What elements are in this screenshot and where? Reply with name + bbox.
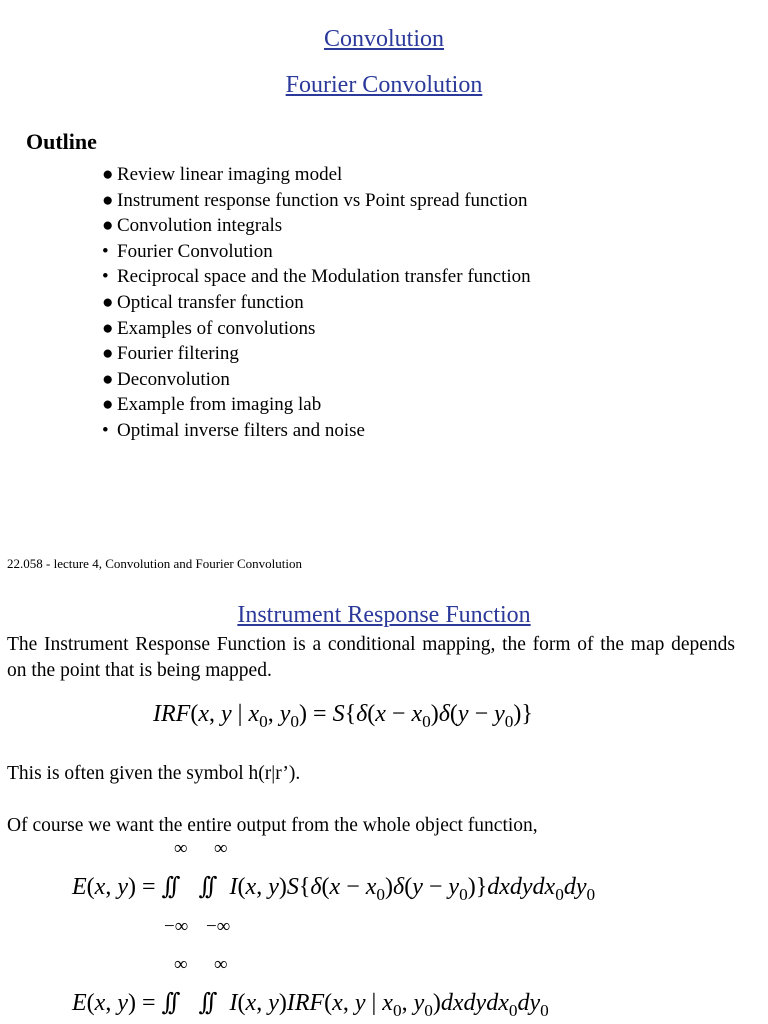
list-item bbox=[102, 239, 531, 265]
list-item-text: Reciprocal space and the Modulation transfer function bbox=[117, 266, 531, 288]
paragraph-irf-definition: The Instrument Response Function is a conditional mapping, the form of the map depends on the point that is being mapped. bbox=[7, 634, 735, 681]
bullet-icon: ● bbox=[102, 317, 114, 339]
list-item bbox=[102, 418, 531, 444]
bullet-icon: ● bbox=[102, 394, 114, 416]
bullet-icon: ● bbox=[102, 291, 114, 313]
list-item bbox=[102, 188, 531, 214]
list-item bbox=[102, 367, 531, 393]
bullet-icon: ● bbox=[102, 215, 114, 237]
outline-list bbox=[102, 162, 531, 444]
list-item-text: Review linear imaging model bbox=[117, 164, 343, 185]
list-item-text: Example from imaging lab bbox=[117, 394, 322, 416]
list-item-text: Optical transfer function bbox=[117, 291, 304, 313]
list-item bbox=[102, 316, 531, 342]
list-item bbox=[102, 213, 531, 239]
upper-limit-2: ∞ bbox=[214, 838, 228, 859]
equation-convolution-s: E(x, y) = ∫∫ ∫∫ I(x, $y)S\{\delta(x - x_0)\delta(y$ − $y_0)\}dxdydx_0dy_0$ bbox=[72, 872, 596, 905]
paragraph-whole-output: Of course we want the entire output from the whole object function, bbox=[7, 815, 538, 836]
list-item bbox=[102, 264, 531, 290]
list-item bbox=[102, 392, 531, 418]
bullet-icon: ● bbox=[102, 343, 114, 365]
list-item-text: Instrument response function vs Point spread function bbox=[117, 189, 528, 211]
upper-limit-4: ∞ bbox=[214, 954, 228, 975]
bullet-icon: ● bbox=[102, 368, 114, 390]
bullet-icon: • bbox=[102, 266, 109, 288]
list-item bbox=[102, 290, 531, 316]
lower-limit-2: −∞ bbox=[206, 916, 231, 937]
bullet-icon: • bbox=[102, 240, 109, 262]
list-item-text: Convolution integrals bbox=[117, 215, 283, 237]
outline-heading: Outline bbox=[26, 129, 97, 154]
list-item-text: Fourier Convolution bbox=[117, 240, 273, 262]
list-item bbox=[102, 162, 531, 188]
bullet-icon: ● bbox=[102, 164, 114, 185]
bullet-icon: ● bbox=[102, 189, 114, 211]
list-item-text: Fourier filtering bbox=[117, 343, 239, 365]
list-item bbox=[102, 341, 531, 367]
double-integral-icon: ∫∫ bbox=[198, 988, 212, 1016]
list-item-text: Optimal inverse filters and noise bbox=[117, 419, 365, 441]
equation-irf bbox=[153, 701, 533, 732]
slide-subtitle: Fourier Convolution bbox=[285, 72, 483, 98]
lower-limit-1: −∞ bbox=[164, 916, 189, 937]
paragraph-symbol: This is often given the symbol h(r|r’). bbox=[7, 763, 301, 784]
slide-footer: 22.058 - lecture 4, Convolution and Fourier Convolution bbox=[7, 556, 302, 571]
equation-convolution-irf: E(x, y) = ∫∫ ∫∫ I(x, y)IRF(x, y | $x_0$, $y_0)dxdydx_0dy_0$ bbox=[72, 988, 549, 1021]
equation-irf-text: IRF(x, y | $x_0$, $y_0) = S\{\delta(x - x_0)\delta(y - y_0)\}$ bbox=[153, 701, 533, 732]
upper-limit-1: ∞ bbox=[174, 838, 188, 859]
list-item-text: Deconvolution bbox=[117, 368, 230, 390]
list-item-text: Examples of convolutions bbox=[117, 317, 316, 339]
slide-title: Convolution bbox=[323, 26, 444, 52]
double-integral-icon: ∫∫ bbox=[198, 872, 212, 900]
slide2-title: Instrument Response Function bbox=[237, 602, 531, 628]
double-integral-icon: ∫∫ bbox=[161, 872, 175, 900]
double-integral-icon: ∫∫ bbox=[161, 988, 175, 1016]
upper-limit-3: ∞ bbox=[174, 954, 188, 975]
bullet-icon: • bbox=[102, 419, 109, 441]
